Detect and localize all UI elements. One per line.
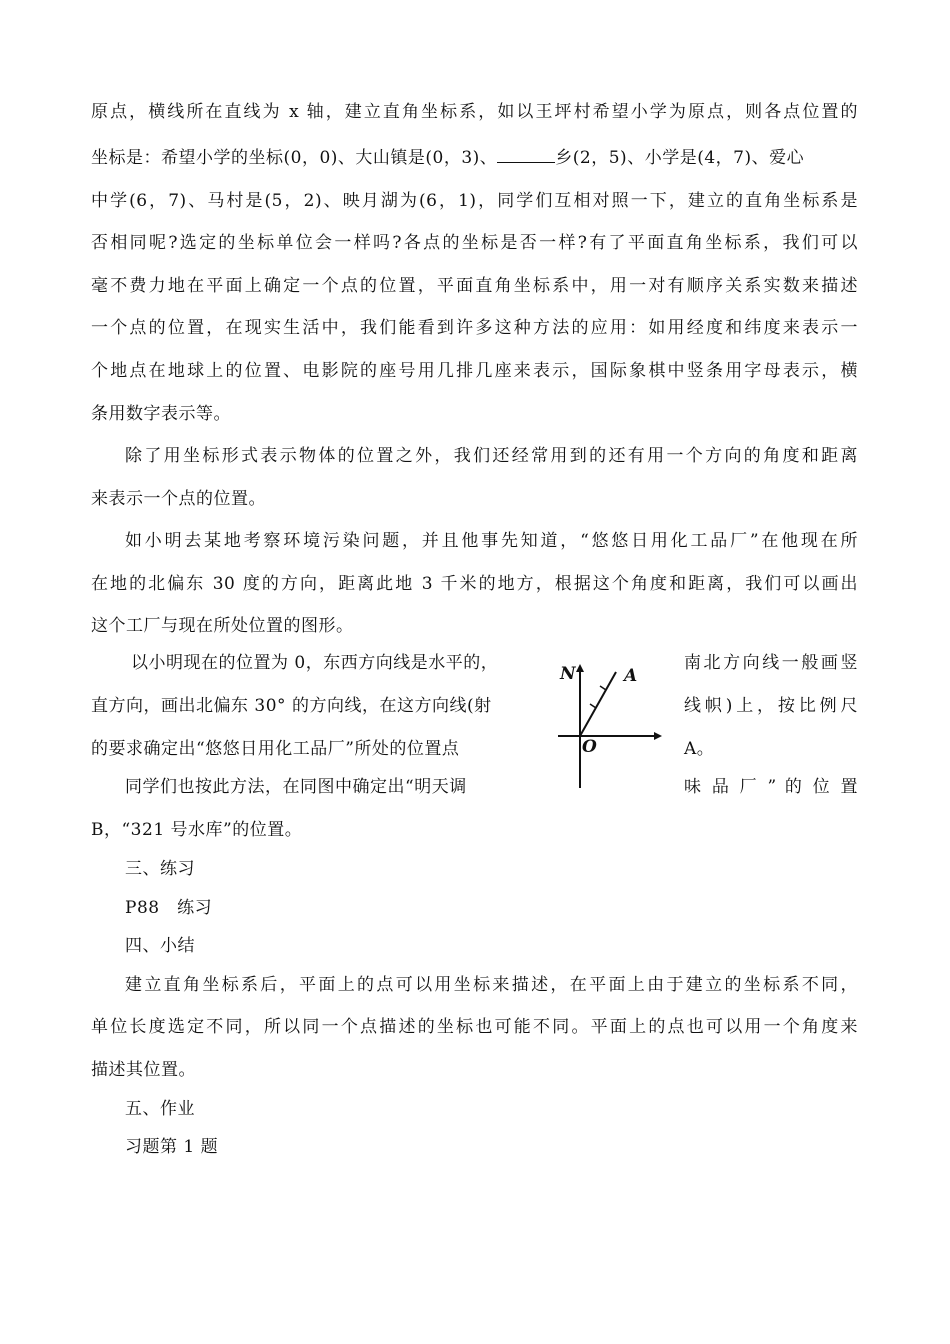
text-line: 在地的北偏东 30 度的方向，距离此地 3 千米的地方，根据这个角度和距离，我们可以画出 [91,574,858,594]
text-line: 这个工厂与现在所处位置的图形。 [91,616,354,636]
text-line: 单位长度选定不同，所以同一个点描述的坐标也可能不同。平面上的点也可以用一个角度来 [91,1017,858,1037]
section-heading: 四、小结 [125,936,195,956]
text-line: 习题第 1 题 [125,1137,219,1157]
text-segment: 坐标是：希望小学的坐标(0，0)、大山镇是(0，3)、 [91,148,498,168]
text-line: 如小明去某地考察环境污染问题，并且他事先知道，“悠悠日用化工品厂”在他现在所 [125,531,858,551]
angle-tick [590,704,596,708]
direction-diagram [548,656,668,796]
direction-ray [580,672,616,736]
text-line: 描述其位置。 [91,1060,196,1080]
section-heading: 三、练习 [125,859,195,879]
north-label: N [560,664,577,684]
point-a-label: A [624,666,638,686]
origin-label: O [582,737,598,757]
text-line: 味 品 厂 ” 的 位 置 [684,777,858,797]
text-segment: 乡(2，5)、小学是(4，7)、爱心 [555,148,805,168]
text-line: 除了用坐标形式表示物体的位置之外，我们还经常用到的还有用一个方向的角度和距离 [125,446,858,466]
text-line: 的要求确定出“悠悠日用化工品厂”所处的位置点 [91,739,460,759]
text-line [91,146,804,170]
fill-in-blank [497,146,555,163]
text-line: 线帜)上，按比例尺 [684,696,858,716]
angle-tick [600,686,606,690]
text-line: 否相同呢?选定的坐标单位会一样吗?各点的坐标是否一样?有了平面直角坐标系，我们可以 [91,233,858,253]
text-line: 来表示一个点的位置。 [91,489,266,509]
text-line: B，“321 号水库”的位置。 [91,820,303,840]
text-line: 中学(6，7)、马村是(5，2)、映月湖为(6，1)，同学们互相对照一下，建立的直角坐标系是 [91,191,858,211]
text-line: A。 [684,739,715,759]
text-line: 条用数字表示等。 [91,404,231,424]
text-line: 同学们也按此方法，在同图中确定出“明天调 [125,777,467,797]
text-line: 直方向，画出北偏东 30° 的方向线，在这方向线(射 [91,696,492,716]
text-line: 南北方向线一般画竖 [684,653,858,673]
text-line: 毫不费力地在平面上确定一个点的位置，平面直角坐标系中，用一对有顺序关系实数来描述 [91,276,858,296]
text-line: 个地点在地球上的位置、电影院的座号用几排几座来表示，国际象棋中竖条用字母表示，横 [91,361,858,381]
text-line: 一个点的位置，在现实生活中，我们能看到许多这种方法的应用：如用经度和纬度来表示一 [91,318,858,338]
text-line: 建立直角坐标系后，平面上的点可以用坐标来描述，在平面上由于建立的坐标系不同， [125,975,858,995]
text-line: 原点，横线所在直线为 x 轴，建立直角坐标系，如以王坪村希望小学为原点，则各点位置的 [91,102,858,122]
text-line: 以小明现在的位置为 0，东西方向线是水平的， [131,653,499,673]
section-heading: 五、作业 [125,1099,195,1119]
text-line: P88 练习 [125,898,213,918]
